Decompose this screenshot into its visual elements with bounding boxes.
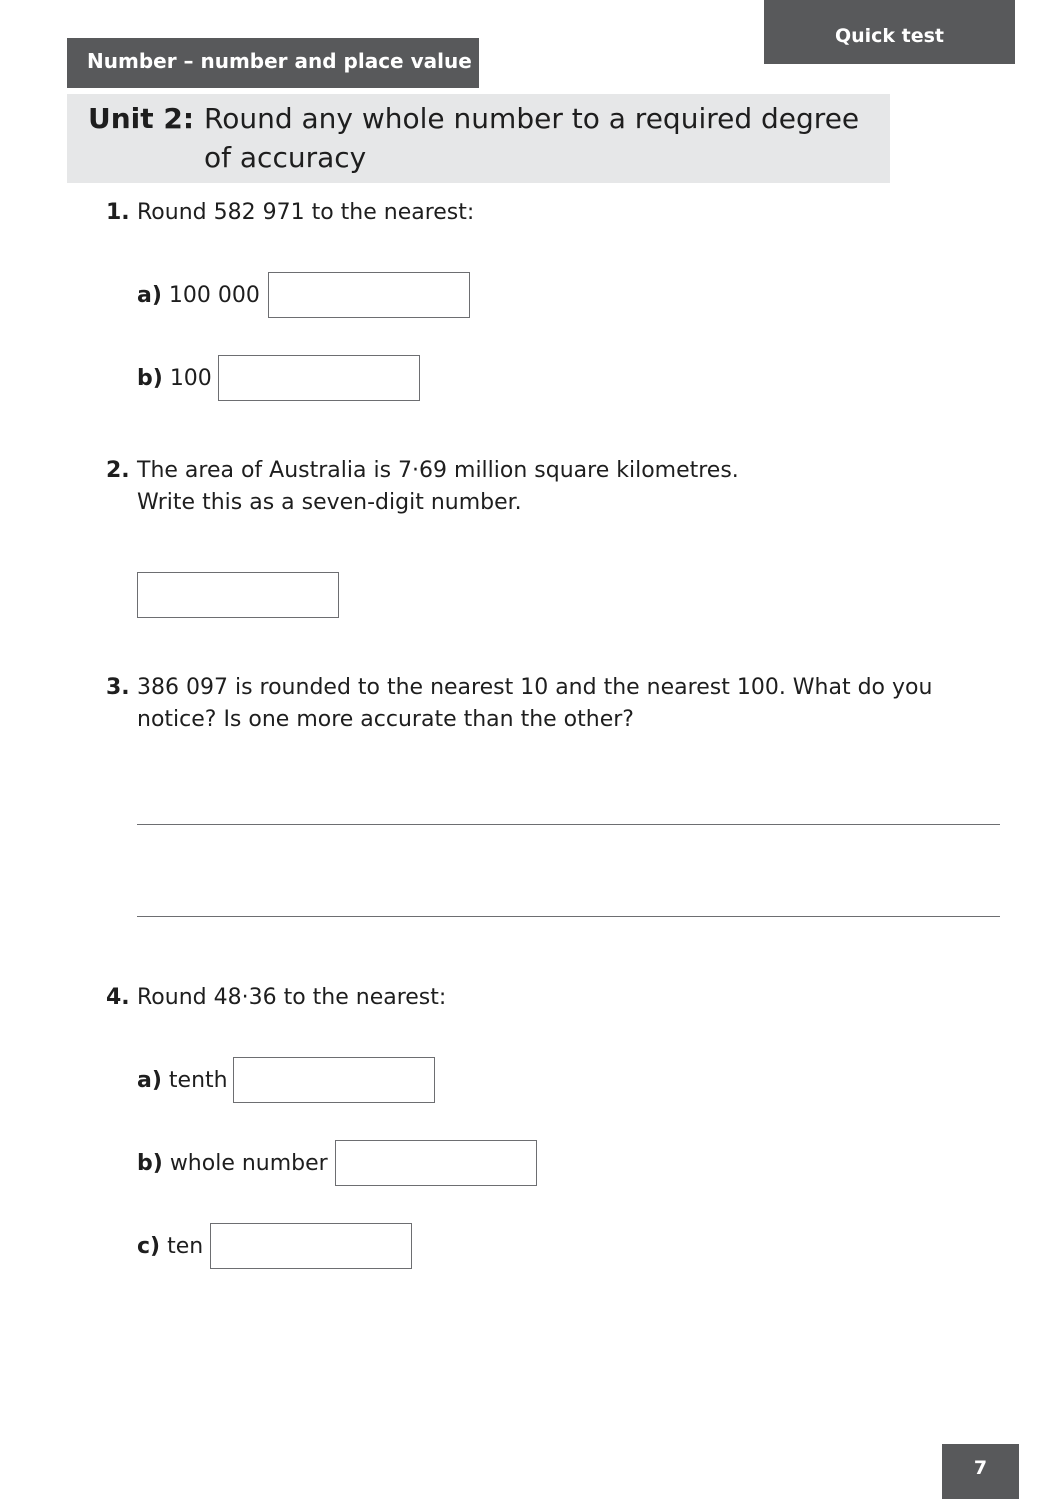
question-4c-label	[137, 1231, 203, 1263]
answer-box-4c[interactable]	[210, 1223, 412, 1269]
part-letter: b)	[137, 366, 163, 391]
part-letter: a)	[137, 1068, 162, 1093]
part-text: tenth	[168, 1068, 228, 1093]
question-1	[106, 197, 475, 229]
question-text: Round 582 971 to the nearest:	[137, 200, 475, 225]
unit-banner	[67, 94, 890, 183]
question-text-line-1: The area of Australia is 7·69 million square kilometres.	[137, 458, 739, 483]
unit-label: Unit 2:	[88, 102, 195, 135]
part-letter: a)	[137, 283, 162, 308]
part-letter: c)	[137, 1234, 161, 1259]
question-1a-label	[137, 280, 260, 312]
question-text-line-2: notice? Is one more accurate than the other?	[137, 707, 634, 732]
question-4	[106, 982, 447, 1014]
question-4a-label	[137, 1065, 228, 1097]
answer-box-1a[interactable]	[268, 272, 470, 318]
question-number: 3.	[106, 675, 130, 700]
part-letter: b)	[137, 1151, 163, 1176]
answer-line-1[interactable]	[137, 824, 1000, 825]
question-text: Round 48·36 to the nearest:	[137, 985, 447, 1010]
part-text: whole number	[169, 1151, 328, 1176]
part-text: ten	[167, 1234, 204, 1259]
page-number: 7	[942, 1444, 1019, 1499]
question-text-line-2: Write this as a seven-digit number.	[137, 490, 522, 515]
question-1b-label	[137, 363, 212, 395]
part-text: 100	[169, 366, 212, 391]
answer-box-4a[interactable]	[233, 1057, 435, 1103]
section-tab: Number – number and place value	[67, 38, 479, 88]
question-3	[106, 672, 933, 736]
question-number: 1.	[106, 200, 130, 225]
question-4b-label	[137, 1148, 328, 1180]
answer-box-1b[interactable]	[218, 355, 420, 401]
answer-box-2[interactable]	[137, 572, 339, 618]
unit-title: Round any whole number to a required degree of accuracy	[204, 102, 860, 174]
quick-test-tab: Quick test	[764, 0, 1015, 64]
question-number: 2.	[106, 458, 130, 483]
answer-line-2[interactable]	[137, 916, 1000, 917]
question-number: 4.	[106, 985, 130, 1010]
question-text-line-1: 386 097 is rounded to the nearest 10 and the nearest 100. What do you	[137, 675, 933, 700]
part-text: 100 000	[168, 283, 260, 308]
answer-box-4b[interactable]	[335, 1140, 537, 1186]
question-2	[106, 455, 739, 519]
